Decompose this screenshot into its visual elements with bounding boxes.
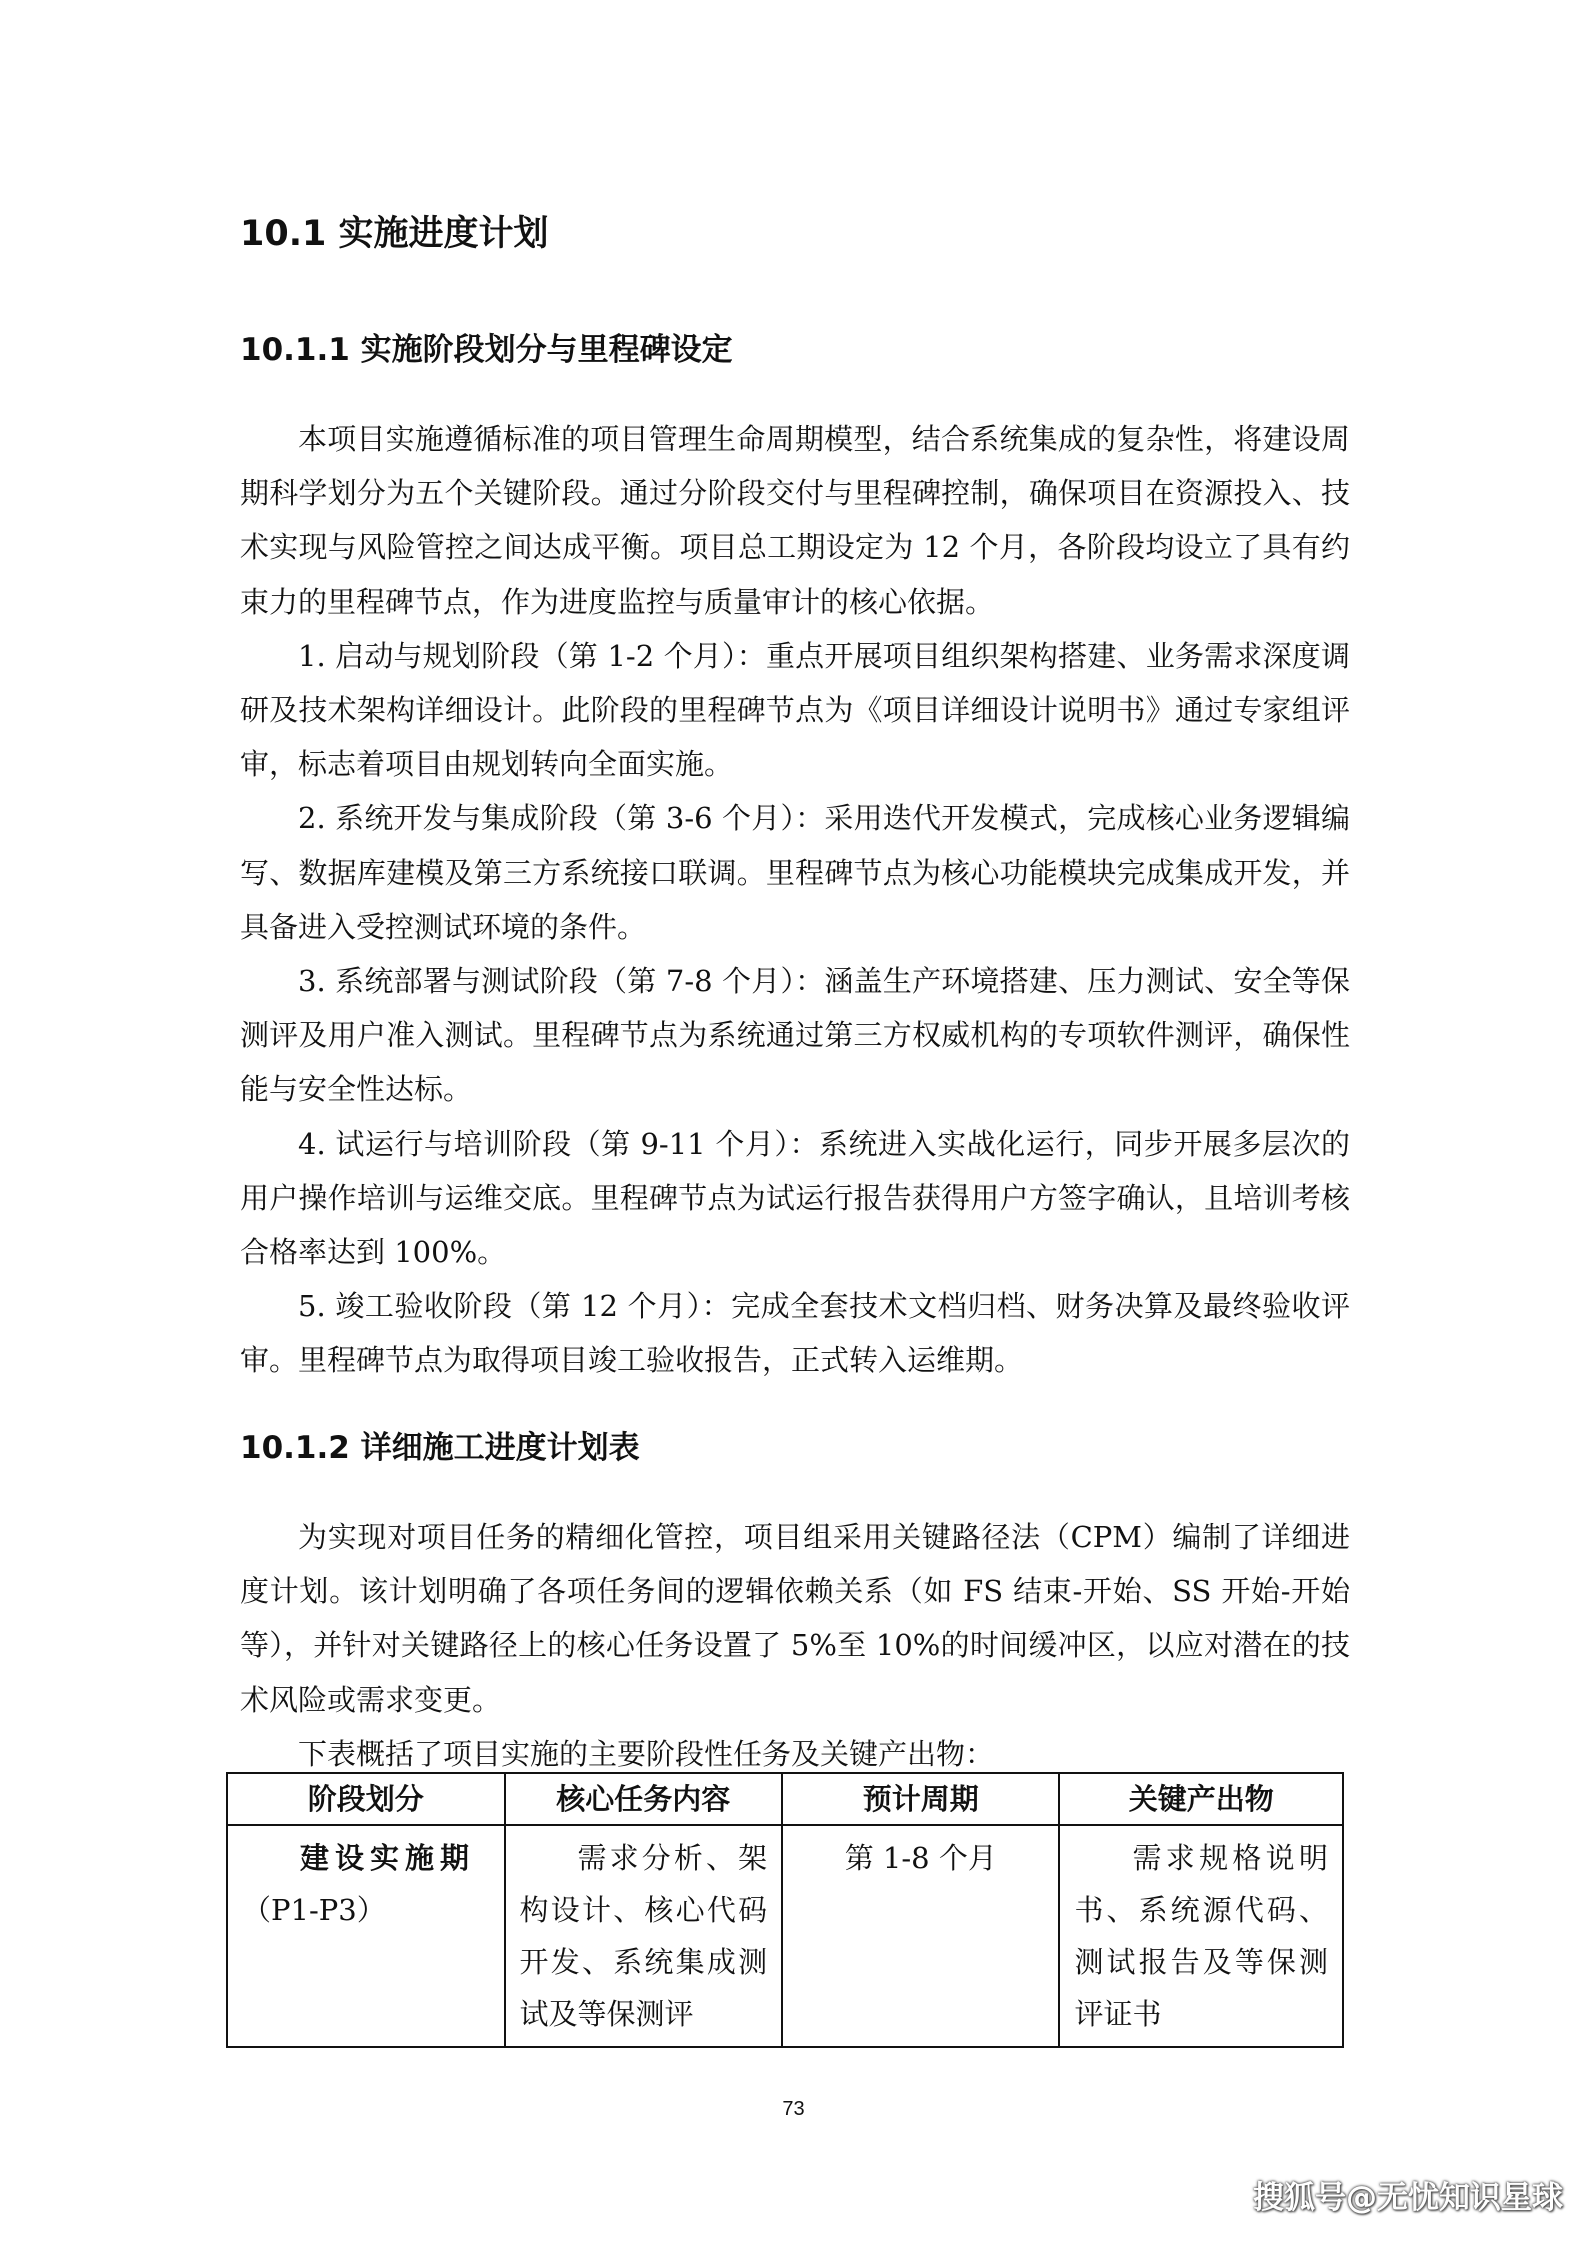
subsection-1-body [240, 412, 1350, 1388]
stage-paragraph-1: 1. 启动与规划阶段（第 1-2 个月）：重点开展项目组织架构搭建、业务需求深度调研及技术架构详细设计。此阶段的里程碑节点为《项目详细设计说明书》通过专家组评审，标志着项目由规划转向全面实施。 [240, 638, 1350, 782]
cell-outputs: 需求规格说明书、系统源代码、测试报告及等保测评证书 [1059, 1825, 1343, 2047]
cell-phase [227, 1825, 505, 2047]
stage-paragraph-2: 2. 系统开发与集成阶段（第 3-6 个月）：采用迭代开发模式，完成核心业务逻辑编写、数据库建模及第三方系统接口联调。里程碑节点为核心功能模块完成集成开发，并具备进入受控测试环境的条件。 [240, 801, 1350, 944]
stage-paragraph-3: 3. 系统部署与测试阶段（第 7-8 个月）：涵盖生产环境搭建、压力测试、安全等保测评及用户准入测试。里程碑节点为系统通过第三方权威机构的专项软件测评，确保性能与安全性达标。 [240, 964, 1350, 1107]
phase-name: 建设实施期 [300, 1841, 476, 1875]
cell-tasks: 需求分析、架构设计、核心代码开发、系统集成测试及等保测评 [505, 1825, 783, 2047]
header-phase: 阶段划分 [227, 1773, 505, 1825]
phase-code: （P1-P3） [242, 1893, 386, 1927]
section-heading: 10.1 实施进度计划 [240, 214, 549, 254]
subsection-heading-1: 10.1.1 实施阶段划分与里程碑设定 [240, 332, 733, 368]
subsection-heading-2: 10.1.2 详细施工进度计划表 [240, 1430, 640, 1466]
table-header-row [227, 1773, 1343, 1825]
intro-paragraph: 本项目实施遵循标准的项目管理生命周期模型，结合系统集成的复杂性，将建设周期科学划分为五个关键阶段。通过分阶段交付与里程碑控制，确保项目在资源投入、技术实现与风险管控之间达成平衡。项目总工期设定为 12 个月，各阶段均设立了具有约束力的里程碑节点，作为进度监控与质量审计的核心依据。 [240, 422, 1350, 619]
table-row [227, 1825, 1343, 2047]
stage-paragraph-4: 4. 试运行与培训阶段（第 9-11 个月）：系统进入实战化运行，同步开展多层次的用户操作培训与运维交底。里程碑节点为试运行报告获得用户方签字确认，且培训考核合格率达到 100%。 [240, 1126, 1350, 1270]
header-tasks: 核心任务内容 [505, 1773, 783, 1825]
header-period: 预计周期 [782, 1773, 1059, 1825]
subsection-2-body [240, 1510, 1350, 1781]
watermark: 搜狐号@无忧知识星球 [1253, 2180, 1563, 2216]
header-outputs: 关键产出物 [1059, 1773, 1343, 1825]
cell-period: 第 1-8 个月 [782, 1825, 1059, 2047]
stage-paragraph-5: 5. 竣工验收阶段（第 12 个月）：完成全套技术文档归档、财务决算及最终验收评审。里程碑节点为取得项目竣工验收报告，正式转入运维期。 [240, 1289, 1350, 1378]
page-number: 73 [782, 2098, 805, 2120]
schedule-table [226, 1772, 1344, 2048]
cpm-paragraph: 为实现对项目任务的精细化管控，项目组采用关键路径法（CPM）编制了详细进度计划。该计划明确了各项任务间的逻辑依赖关系（如 FS 结束-开始、SS 开始-开始等），并针对关键路径上的核心任务设置了 5%至 10%的时间缓冲区，以应对潜在的技术风险或需求变更。 [240, 1520, 1350, 1717]
table-caption: 下表概括了项目实施的主要阶段性任务及关键产出物： [298, 1736, 995, 1771]
